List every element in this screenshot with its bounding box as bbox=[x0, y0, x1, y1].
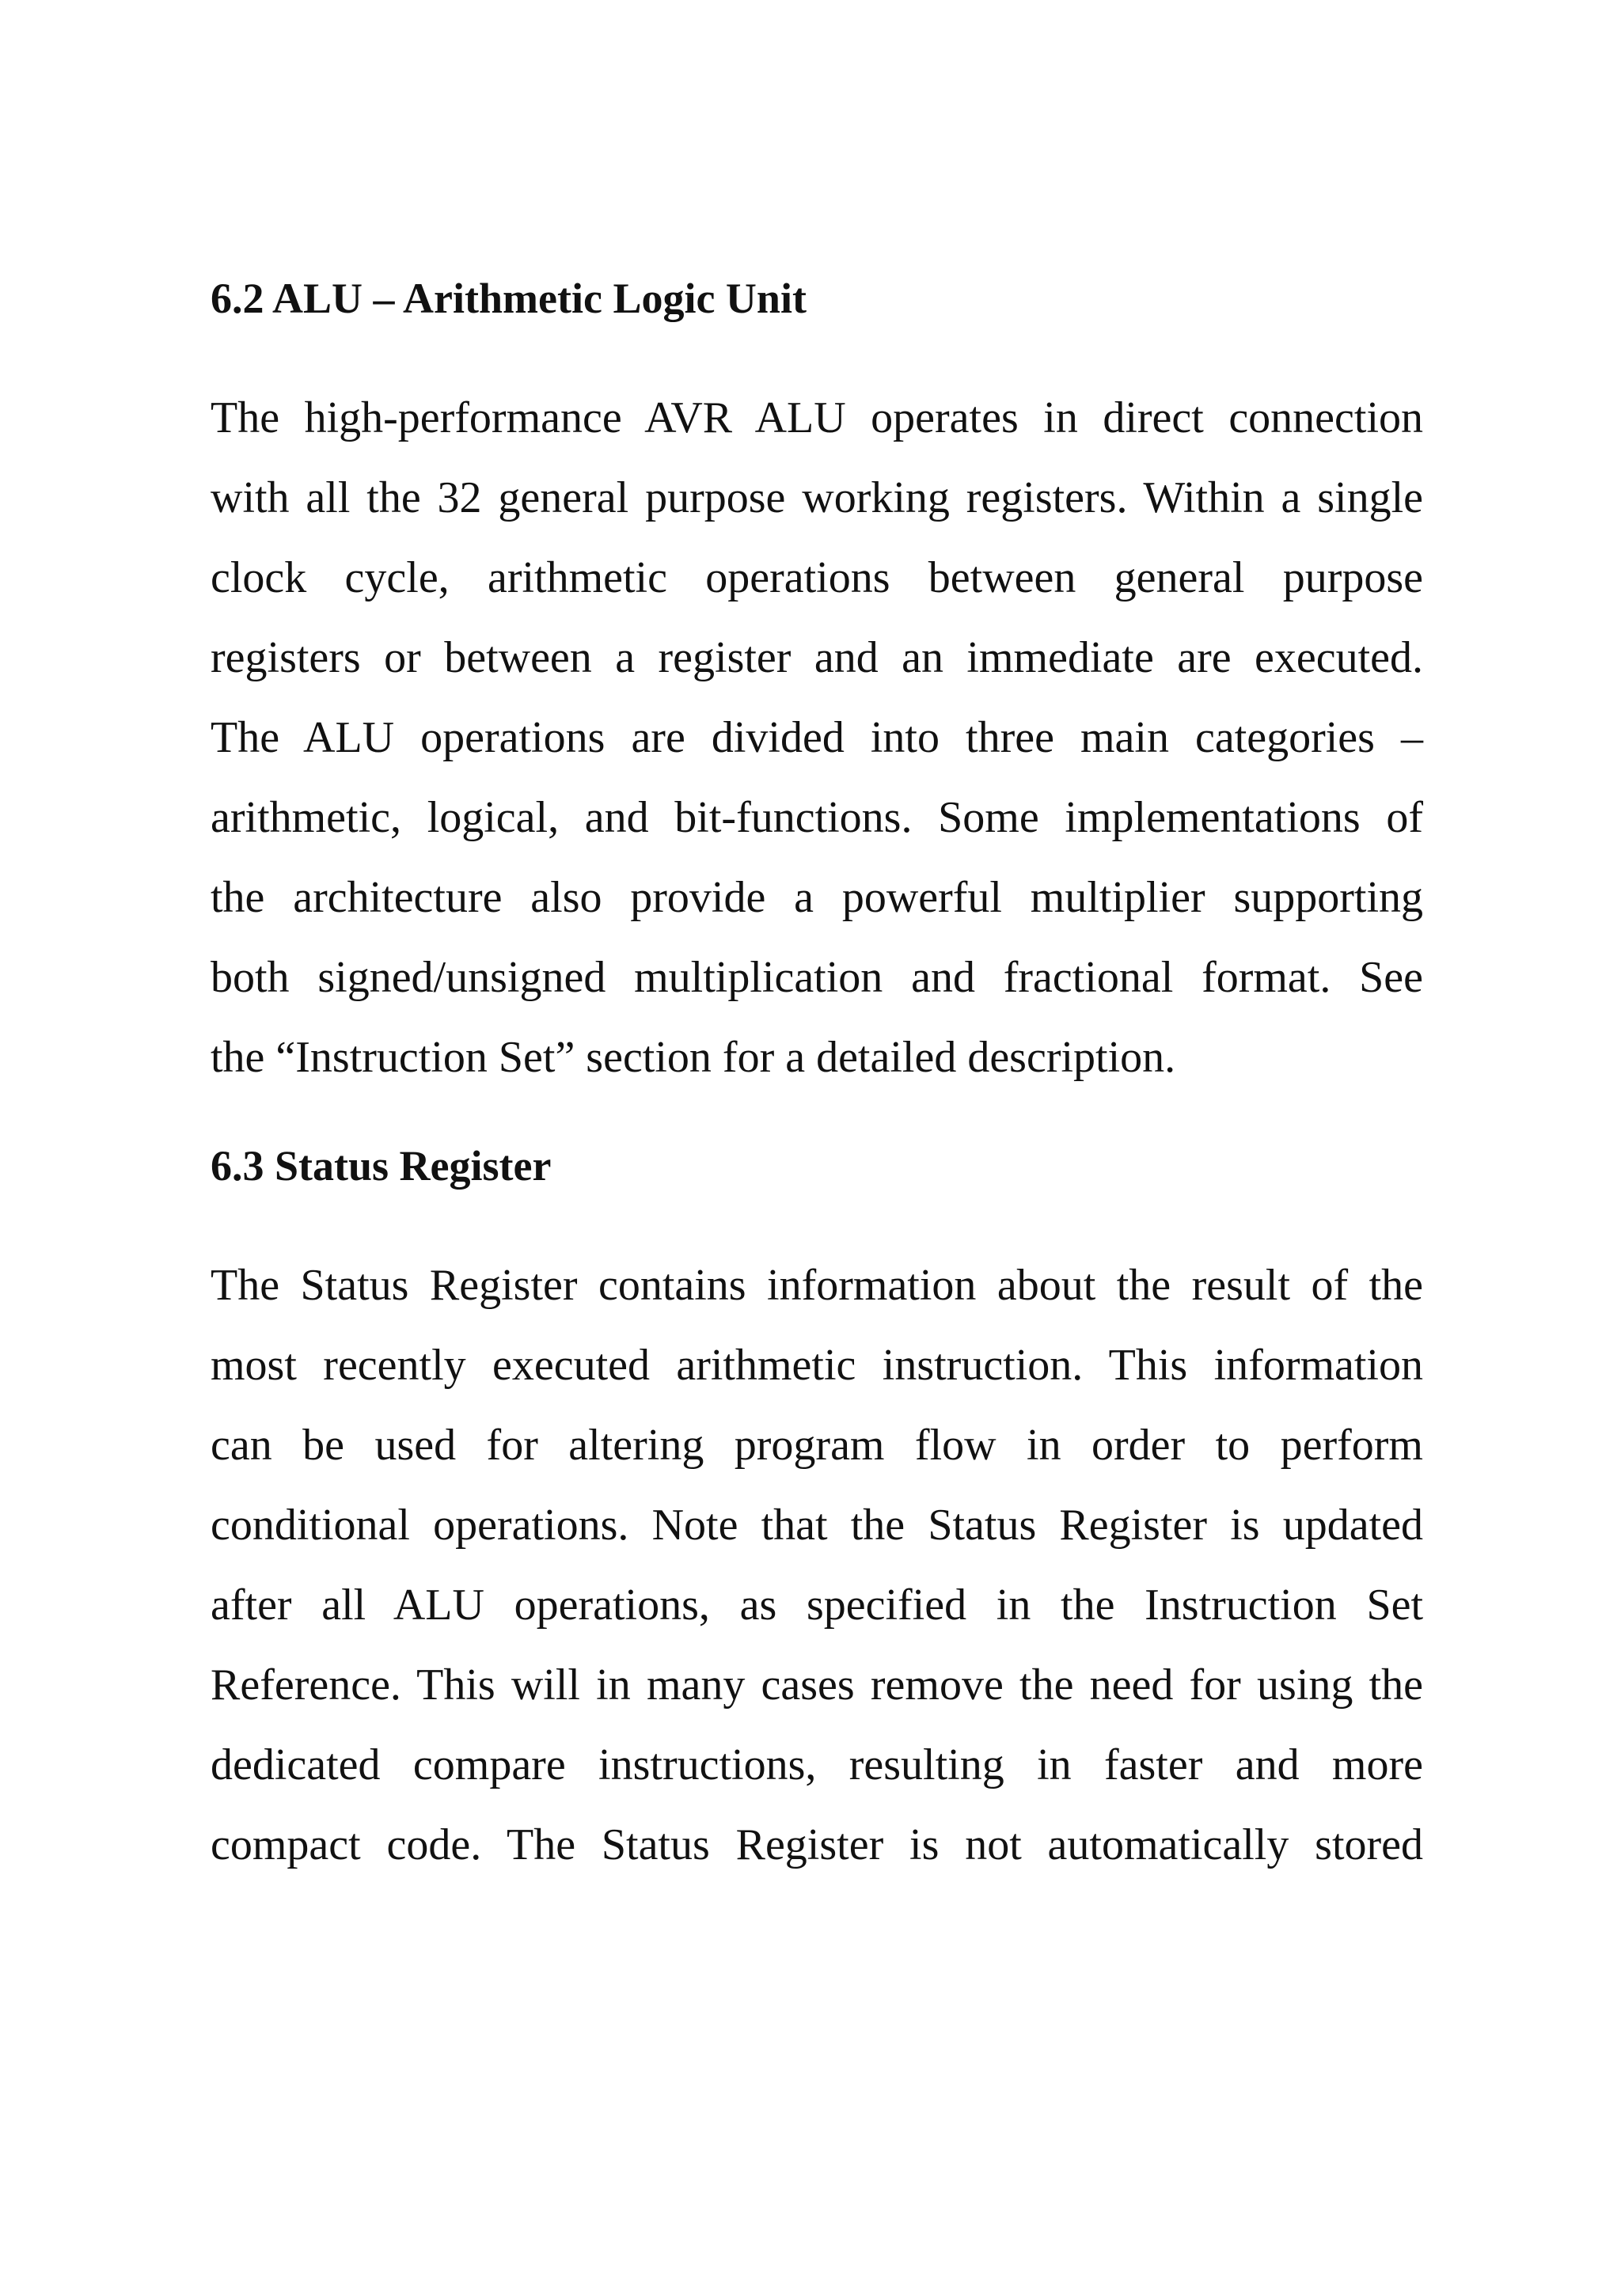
text-line: the “Instruction Set” section for a detailed description. bbox=[211, 1032, 1176, 1082]
section-heading-alu: 6.2 ALU – Arithmetic Logic Unit bbox=[211, 275, 807, 322]
text-line: registers or between a register and an immediate are executed. bbox=[211, 632, 1423, 682]
paragraph-alu bbox=[211, 378, 1423, 1098]
text-line: both signed/unsigned multiplication and fractional format. See bbox=[211, 952, 1423, 1002]
section-heading-status-register: 6.3 Status Register bbox=[211, 1141, 552, 1190]
text-line: conditional operations. Note that the Status Register is updated bbox=[211, 1500, 1423, 1550]
text-line: The Status Register contains information about the result of the bbox=[211, 1260, 1423, 1310]
text-line: with all the 32 general purpose working registers. Within a single bbox=[211, 472, 1423, 522]
text-line: clock cycle, arithmetic operations between general purpose bbox=[211, 552, 1423, 602]
text-line: arithmetic, logical, and bit-functions. Some implementations of bbox=[211, 792, 1423, 842]
paragraph-status-register bbox=[211, 1246, 1423, 1885]
section-alu bbox=[211, 273, 1423, 1098]
section-status-register bbox=[211, 1140, 1423, 1885]
text-line: The ALU operations are divided into three main categories – bbox=[211, 712, 1423, 762]
text-line: Reference. This will in many cases remove the need for using the bbox=[211, 1660, 1423, 1710]
text-line: after all ALU operations, as specified in the Instruction Set bbox=[211, 1580, 1423, 1630]
document-page bbox=[211, 273, 1423, 1885]
text-line: The high-performance AVR ALU operates in direct connection bbox=[211, 393, 1423, 442]
text-line: can be used for altering program flow in order to perform bbox=[211, 1420, 1423, 1470]
text-line: the architecture also provide a powerful multiplier supporting bbox=[211, 872, 1423, 922]
text-line: most recently executed arithmetic instruction. This information bbox=[211, 1340, 1423, 1390]
text-line: dedicated compare instructions, resulting in faster and more bbox=[211, 1740, 1423, 1789]
text-line: compact code. The Status Register is not automatically stored bbox=[211, 1820, 1423, 1869]
